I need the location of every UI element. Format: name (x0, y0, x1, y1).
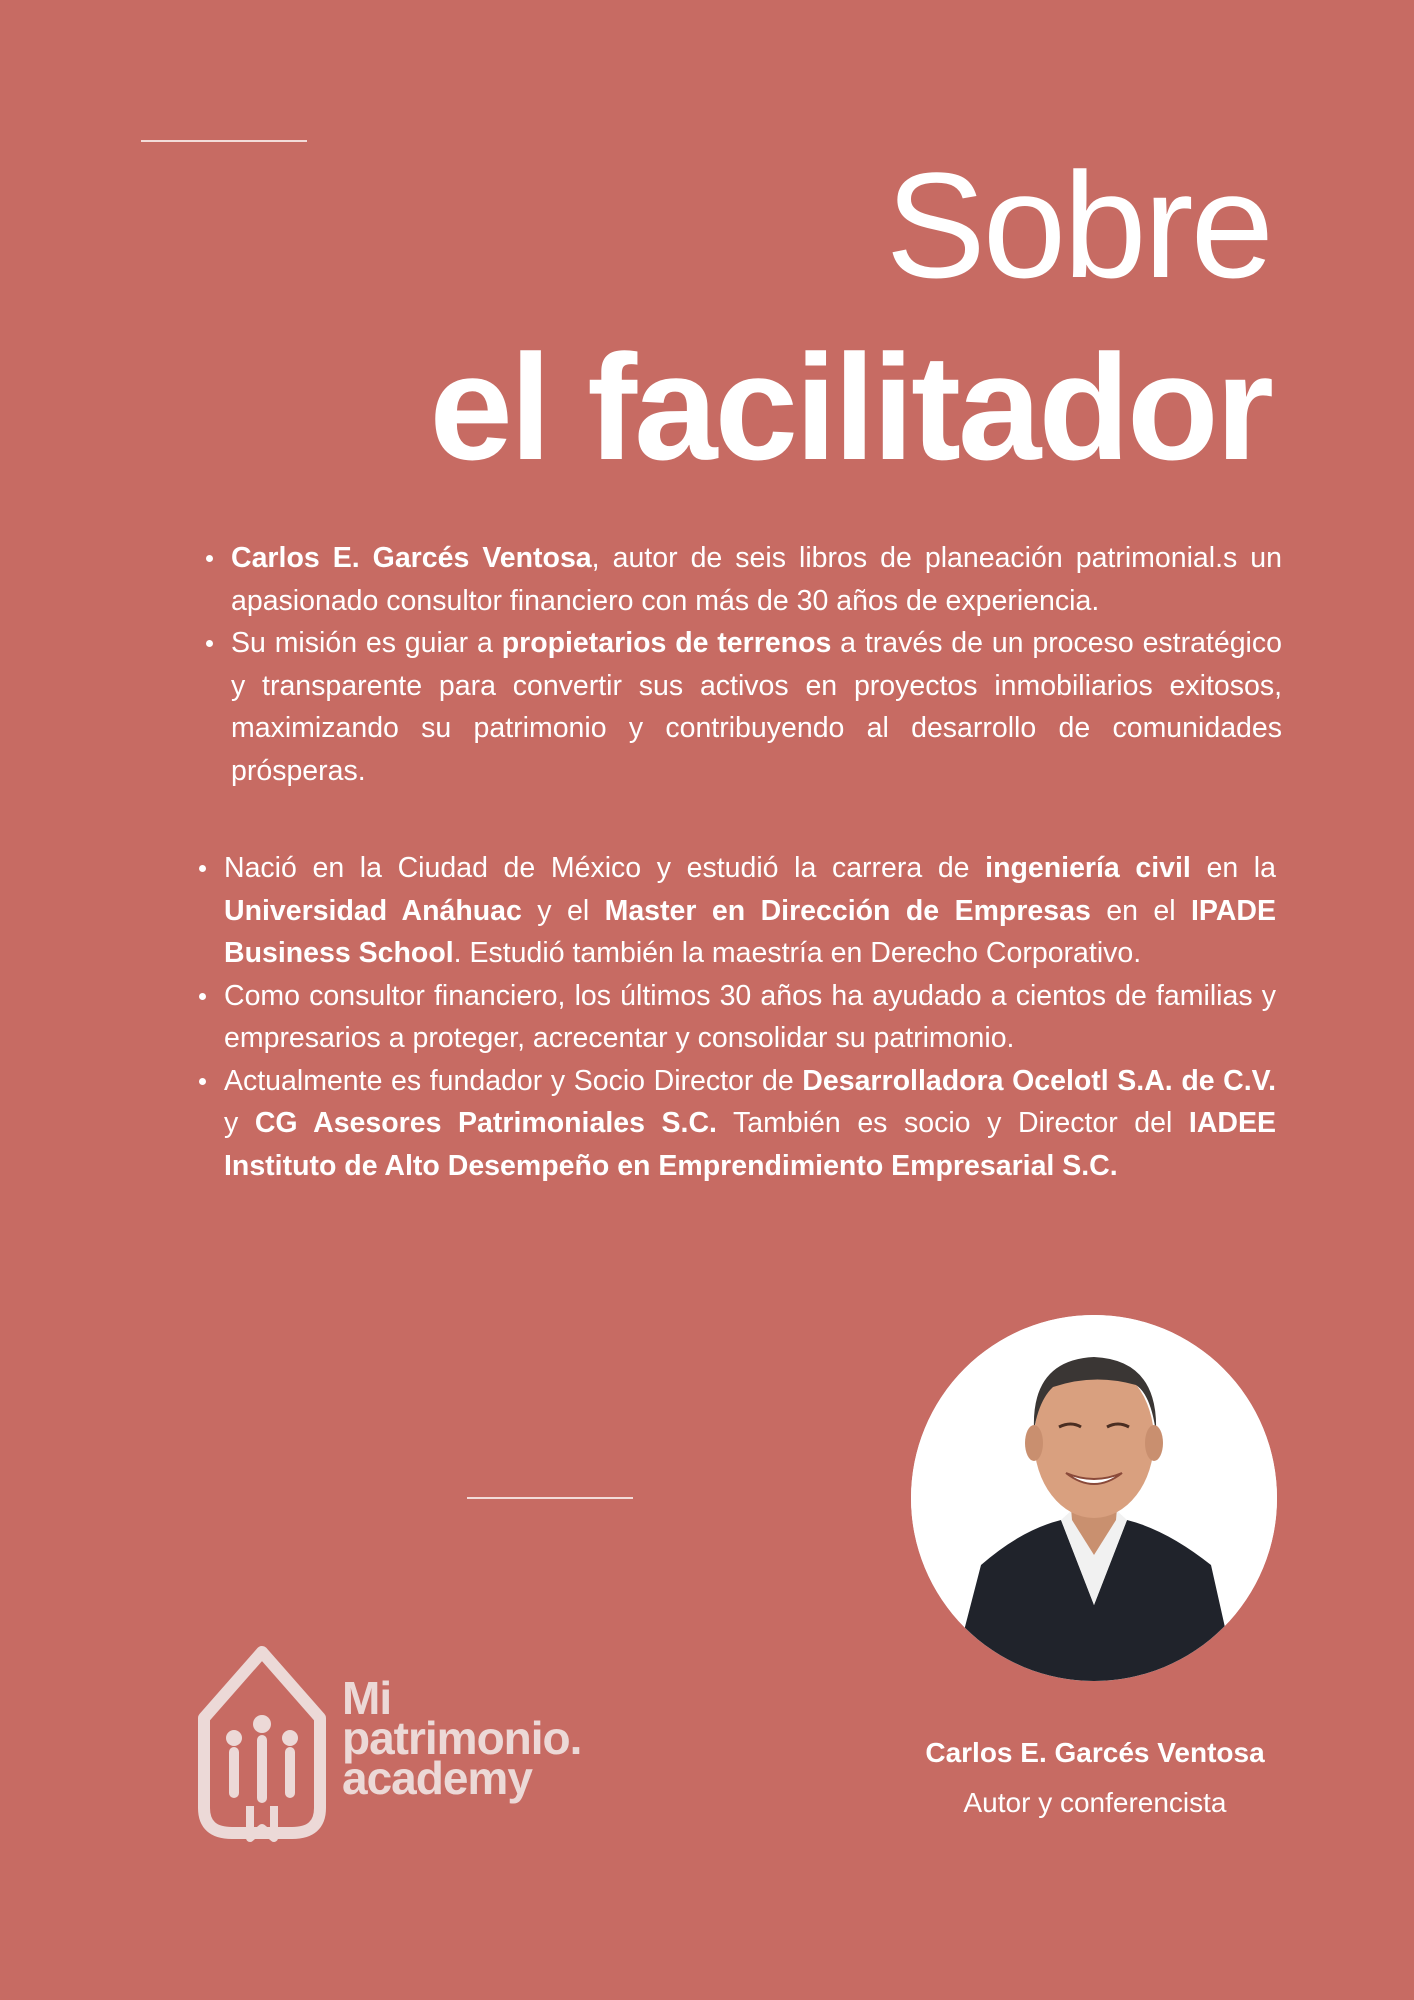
bio-text: Como consultor financiero, los últimos 30 años ha ayudado a cientos de familias y empresarios a proteger, acrecentar y consolidar su patrimonio. (224, 979, 1276, 1054)
bio-text: Su misión es guiar a (231, 627, 502, 659)
page-title-line1: Sobre (885, 141, 1271, 309)
top-divider (141, 140, 307, 142)
page-title-line2: el facilitador (429, 323, 1271, 491)
bio-highlight: Universidad Anáhuac (224, 894, 522, 927)
bio-list-first (231, 537, 1282, 792)
middle-divider (467, 1497, 633, 1499)
bio-text: Nació en la Ciudad de México y estudió la carrera de (224, 852, 986, 884)
bio-text: y el (521, 894, 605, 927)
brand-logo-line3: academy (342, 1752, 532, 1804)
bio-highlight: Carlos E. Garcés Ventosa (231, 542, 592, 574)
bio-highlight: propietarios de terrenos (501, 627, 832, 659)
bio-highlight: Desarrolladora Ocelotl S.A. de C.V. (802, 1064, 1276, 1097)
bio-highlight: Master en Dirección de Empresas (604, 894, 1091, 927)
bio-text: en el (1090, 894, 1192, 927)
brand-logo (192, 1638, 642, 1843)
bio-text: , autor de seis libros de planeación patrimonial.s un apasionado consultor financiero con más de 30 años de experiencia. (231, 542, 1283, 617)
bio-item (224, 847, 1276, 975)
bio-item (224, 975, 1276, 1060)
brand-logo-line2: patrimonio. (342, 1712, 582, 1764)
bio-item (224, 1060, 1276, 1188)
bio-text: en la (1190, 852, 1276, 884)
bio-text: También es socio y Director del (716, 1107, 1189, 1139)
bio-text: Actualmente es fundador y Socio Director de (224, 1064, 803, 1097)
bio-highlight: IPADE Business School (224, 894, 1277, 969)
speaker-role: Autor y conferencista (963, 1787, 1227, 1818)
speaker-name: Carlos E. Garcés Ventosa (925, 1737, 1265, 1768)
bio-highlight: IADEE Instituto de Alto Desempeño en Emprendimiento Empresarial S.C. (224, 1107, 1277, 1182)
bio-text: . Estudió también la maestría en Derecho Corporativo. (453, 937, 1142, 969)
brand-logo-line1: Mi (342, 1672, 392, 1724)
speaker-photo (911, 1315, 1277, 1681)
bio-highlight: ingeniería civil (985, 852, 1191, 884)
bio-highlight: CG Asesores Patrimoniales S.C. (254, 1107, 717, 1139)
brand-logo-text (342, 1672, 582, 1804)
house-family-icon (192, 1638, 332, 1843)
bio-text: y (224, 1107, 255, 1139)
bio-text: a través de un proceso estratégico y transparente para convertir sus activos en proyectos inmobiliarios exitosos, maximizando su patrimonio y contribuyendo al desarrollo de comunidades prósperas. (231, 627, 1282, 787)
bio-item (231, 622, 1282, 792)
bio-list-second (224, 847, 1276, 1187)
bio-item (231, 537, 1282, 622)
